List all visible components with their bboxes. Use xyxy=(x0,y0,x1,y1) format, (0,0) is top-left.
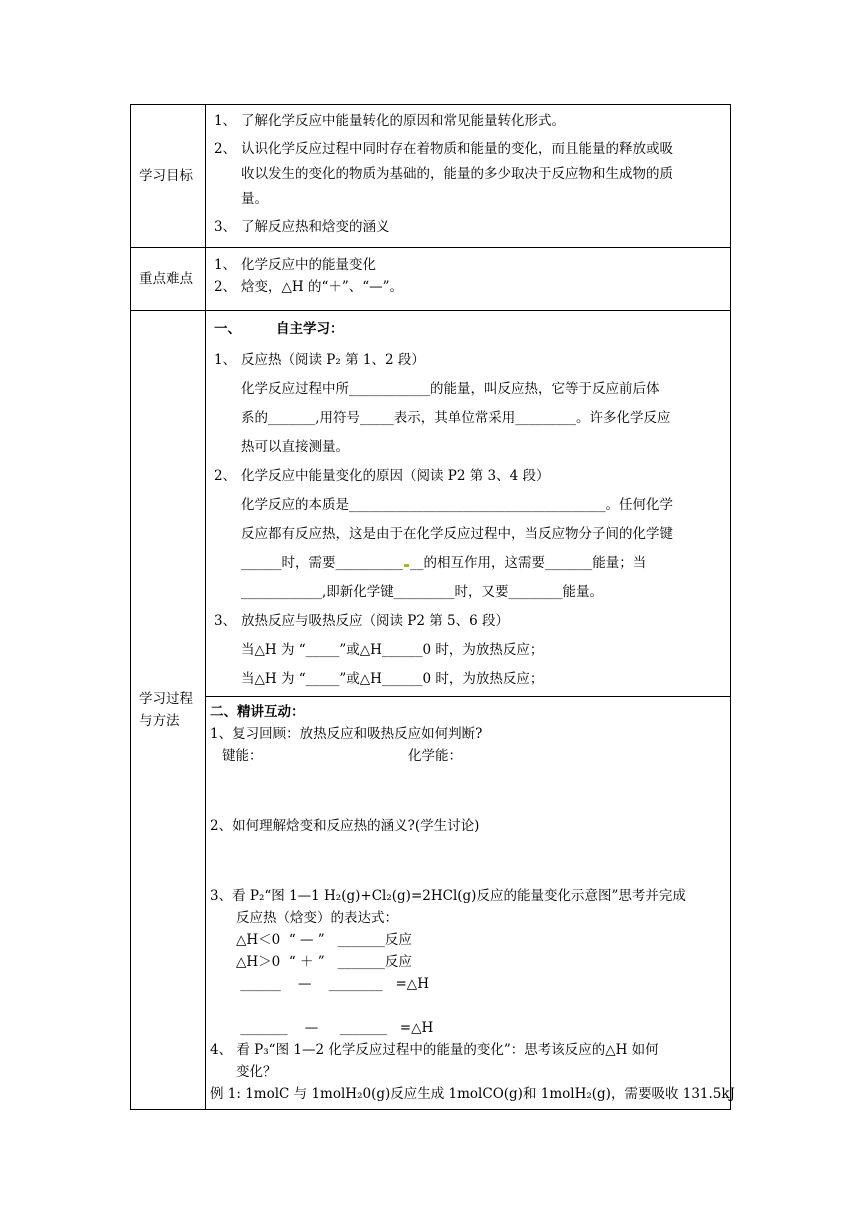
interaction-item-1-sub: 键能： 化学能： xyxy=(222,748,462,764)
key-points-content xyxy=(206,248,731,311)
interaction-item-3-cont: 反应热（焓变）的表达式： xyxy=(236,910,398,926)
process-row-self-study xyxy=(131,311,731,697)
self-study-section xyxy=(206,311,731,697)
question-1-line: 系的_______,用符号_____表示，其单位常采用_________。许多化学反应 xyxy=(241,410,671,426)
question-3-line: 当△H 为 “_____”或△H______0 时，为放热反应； xyxy=(241,642,544,658)
question-3-line: 当△H 为 “_____”或△H______0 时，为放热反应； xyxy=(241,671,544,687)
objective-item: 3、 了解反应热和焓变的涵义 xyxy=(214,219,390,235)
objectives-label: 学习目标 xyxy=(131,105,206,248)
interaction-item-4-cont: 变化？ xyxy=(236,1064,277,1080)
question-1-title: 1、 反应热（阅读 P₂ 第 1、2 段） xyxy=(214,352,425,368)
question-2-line: 反应都有反应热，这是由于在化学反应过程中，当反应物分子间的化学键 xyxy=(241,526,673,542)
highlight-mark xyxy=(404,564,409,567)
key-point-item: 1、 化学反应中的能量变化 xyxy=(214,257,376,273)
interaction-item-3-row: △H＜0 “ — ” _______反应 xyxy=(236,932,412,948)
objective-item: 1、 了解化学反应中能量转化的原因和常见能量转化形式。 xyxy=(214,113,565,129)
question-2-line: 化学反应的本质是______________________________________。任何化学 xyxy=(241,497,673,513)
interaction-item-3-row: ______ — ________ =△H xyxy=(236,976,429,992)
interaction-section xyxy=(206,697,735,1110)
study-plan-table xyxy=(130,104,735,1110)
question-2-line: ______时，需要__________ __的相互作用，这需要_______能量；当 xyxy=(241,555,647,571)
interaction-item-1: 1、复习回顾：放热反应和吸热反应如何判断? xyxy=(210,726,483,742)
interaction-heading: 二、精讲互动： xyxy=(210,704,305,720)
interaction-item-3-row: △H＞0 “ ＋ ” _______反应 xyxy=(236,954,412,970)
key-points-row xyxy=(131,248,731,311)
interaction-item-4: 4、 看 P₃“图 1—2 化学反应过程中的能量的变化”：思考该反应的△H 如何 xyxy=(210,1042,659,1058)
interaction-item-2: 2、如何理解焓变和反应热的涵义?(学生讨论) xyxy=(210,818,480,834)
objective-item-cont: 量。 xyxy=(241,191,268,207)
question-2-title: 2、 化学反应中能量变化的原因（阅读 P2 第 3、4 段） xyxy=(214,468,550,484)
objective-item: 2、 认识化学反应过程中同时存在着物质和能量的变化，而且能量的释放或吸 xyxy=(214,141,673,157)
objective-item-cont: 收以发生的变化的物质为基础的，能量的多少取决于反应物和生成物的质 xyxy=(241,166,673,182)
interaction-item-3-row: _______ — _______ =△H xyxy=(236,1020,434,1036)
question-2-line: ____________,即新化学键_________时，又要________能量。 xyxy=(241,584,604,600)
process-label: 学习过程 与方法 xyxy=(131,311,206,1110)
question-1-line: 化学反应过程中所____________的能量，叫反应热，它等于反应前后体 xyxy=(241,381,660,397)
interaction-item-3: 3、看 P₂“图 1—1 H₂(g)+Cl₂(g)=2HCl(g)反应的能量变化示意图”思考并完成 xyxy=(210,888,686,904)
question-1-line: 热可以直接测量。 xyxy=(241,439,349,455)
example-1: 例 1: 1molC 与 1molH₂0(g)反应生成 1molCO(g)和 1molH₂(g)，需要吸收 131.5kJ xyxy=(210,1086,735,1102)
process-row-interaction xyxy=(131,697,731,1110)
self-study-heading: 一、 自主学习： xyxy=(214,321,344,337)
key-points-label: 重点难点 xyxy=(131,248,206,311)
objectives-content xyxy=(206,105,731,248)
question-3-title: 3、 放热反应与吸热反应（阅读 P2 第 5、6 段） xyxy=(214,613,510,629)
key-point-item: 2、 焓变，△H 的“＋”、“—”。 xyxy=(214,279,404,295)
objectives-row xyxy=(131,105,731,248)
